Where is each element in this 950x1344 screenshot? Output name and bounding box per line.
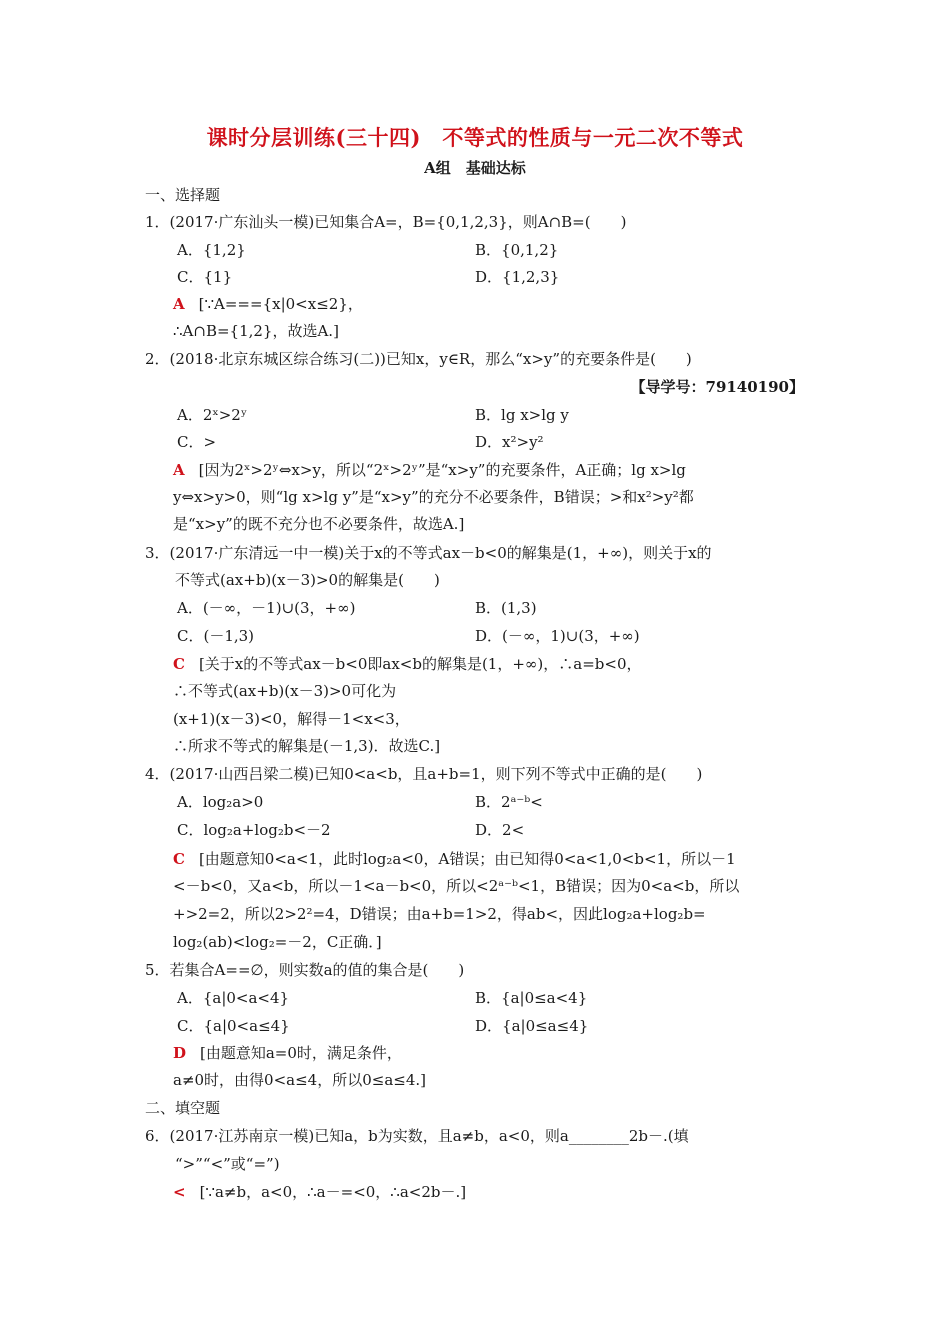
question-5-option-b: B．{a|0≤a<4} [475, 989, 588, 1007]
group-heading: A组 基础达标 [424, 159, 526, 177]
section-heading-choice: 一、选择题 [145, 186, 221, 204]
answer-text: [∵a≠b，a<0，∴a－=<0，∴a<2b－.] [199, 1183, 467, 1201]
answer-text: [∵A==={x|0<x≤2}， [198, 295, 363, 313]
question-1-option-a: A．{1,2} [177, 241, 246, 259]
page-title: 课时分层训练(三十四) 不等式的性质与一元二次不等式 [206, 125, 744, 150]
question-4-answer-cont: log₂(ab)<log₂=－2，C正确．] [173, 933, 382, 951]
question-4-answer-cont: <－b<0，又a<b，所以－1<a－b<0，所以<2ᵃ⁻ᵇ<1，B错误；因为0<a<b，所以 [173, 877, 740, 895]
question-3-option-b: B．(1,3) [475, 599, 537, 617]
answer-letter: D [173, 1044, 187, 1062]
question-2-stem: 2．(2018·北京东城区综合练习(二))已知x，y∈R，那么“x>y”的充要条件是( ) [145, 350, 692, 368]
question-2-option-b: B．lg x>lg y [475, 406, 569, 424]
question-2-option-c: C．> [177, 433, 217, 451]
answer-text: [由题意知a=0时，满足条件， [200, 1044, 402, 1062]
answer-text: [由题意知0<a<1，此时log₂a<0，A错误；由已知得0<a<1,0<b<1，所以－1 [198, 850, 736, 868]
question-1-answer [173, 294, 363, 314]
question-1-option-b: B．{0,1,2} [475, 241, 559, 259]
question-2-option-d: D．x²>y² [475, 433, 544, 451]
question-6-stem-cont: “>”“<”或“=”) [175, 1155, 280, 1173]
section-heading-fill: 二、填空题 [145, 1099, 221, 1117]
question-4-option-c: C．log₂a+log₂b<－2 [177, 821, 331, 839]
answer-letter: C [173, 850, 185, 868]
question-4-option-b: B．2ᵃ⁻ᵇ< [475, 793, 543, 811]
answer-letter: A [173, 295, 185, 313]
question-2-answer [173, 460, 686, 480]
question-5-option-d: D．{a|0≤a≤4} [475, 1017, 589, 1035]
question-4-answer-cont: +>2=2，所以2>2²=4，D错误；由a+b=1>2，得ab<，因此log₂a+log₂b= [173, 905, 706, 923]
question-4-option-a: A．log₂a>0 [177, 793, 264, 811]
question-5-option-c: C．{a|0<a≤4} [177, 1017, 290, 1035]
guide-number: 【导学号：79140190】 [630, 378, 804, 396]
question-4-answer [173, 849, 736, 869]
question-6-answer [173, 1182, 466, 1202]
question-3-stem-cont: 不等式(ax+b)(x－3)>0的解集是( ) [175, 571, 440, 589]
answer-text: [因为2ˣ>2ʸ⇔x>y，所以“2ˣ>2ʸ”是“x>y”的充要条件，A正确；lg x>lg [198, 461, 686, 479]
question-2-option-a: A．2ˣ>2ʸ [177, 406, 248, 424]
answer-letter: A [173, 461, 185, 479]
question-2-answer-cont: 是“x>y”的既不充分也不必要条件，故选A.] [173, 515, 465, 533]
question-4-stem: 4．(2017·山西吕梁二模)已知0<a<b，且a+b=1，则下列不等式中正确的是( ) [145, 765, 703, 783]
question-1-option-c: C．{1} [177, 268, 233, 286]
question-5-answer-cont: a≠0时，由得0<a≤4，所以0≤a≤4.] [173, 1071, 427, 1089]
question-5-answer [173, 1043, 402, 1063]
question-1-option-d: D．{1,2,3} [475, 268, 560, 286]
question-2-answer-cont: y⇔x>y>0，则“lg x>lg y”是“x>y”的充分不必要条件，B错误；>和x²>y²都 [173, 488, 694, 506]
question-6-stem: 6．(2017·江苏南京一模)已知a，b为实数，且a≠b，a<0，则a________2b－.(填 [145, 1127, 689, 1145]
question-3-stem: 3．(2017·广东清远一中一模)关于x的不等式ax－b<0的解集是(1，+∞)，则关于x的 [145, 544, 712, 562]
question-3-answer-cont: ∴所求不等式的解集是(－1,3)．故选C.] [173, 737, 441, 755]
question-5-option-a: A．{a|0<a<4} [177, 989, 290, 1007]
answer-text: [关于x的不等式ax－b<0即ax<b的解集是(1，+∞)，∴a=b<0， [198, 655, 642, 673]
question-1-answer-cont: ∴A∩B={1,2}，故选A.] [173, 322, 339, 340]
question-5-stem: 5．若集合A==∅，则实数a的值的集合是( ) [145, 961, 465, 979]
answer-letter: < [173, 1183, 186, 1201]
question-3-answer [173, 654, 642, 674]
question-3-answer-cont: ∴不等式(ax+b)(x－3)>0可化为 [173, 682, 397, 700]
answer-letter: C [173, 655, 185, 673]
question-4-option-d: D．2< [475, 821, 525, 839]
question-3-option-d: D．(－∞，1)∪(3，+∞) [475, 627, 640, 645]
question-3-answer-cont: (x+1)(x－3)<0，解得－1<x<3， [173, 710, 410, 728]
question-3-option-a: A．(－∞，－1)∪(3，+∞) [177, 599, 356, 617]
question-1-stem: 1．(2017·广东汕头一模)已知集合A=，B={0,1,2,3}，则A∩B=( ) [145, 213, 627, 231]
question-3-option-c: C．(－1,3) [177, 627, 255, 645]
